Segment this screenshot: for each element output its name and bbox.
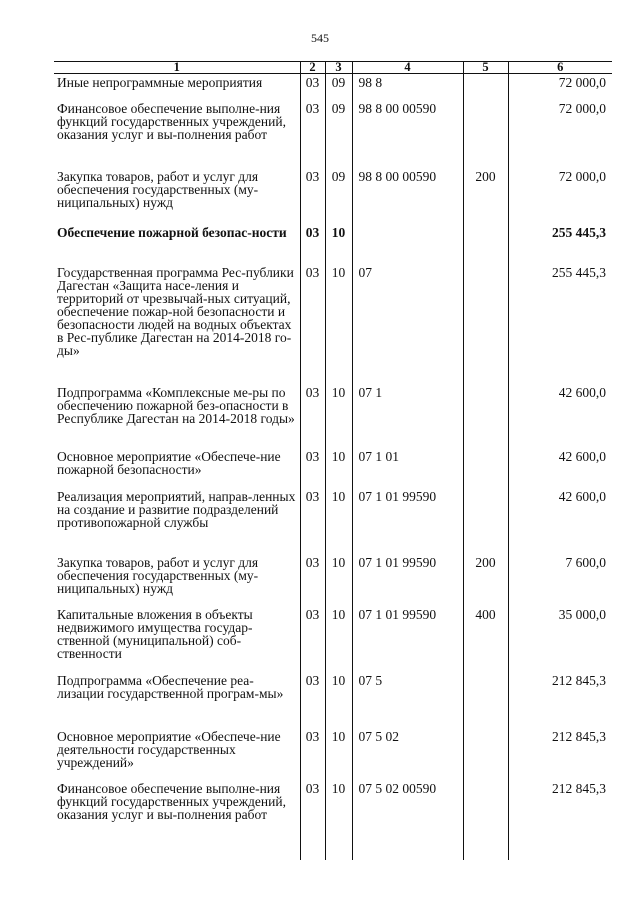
cell-section: 03 — [300, 100, 325, 168]
cell-subsection: 09 — [325, 100, 352, 168]
cell-target-article: 07 1 01 — [352, 448, 463, 488]
cell-amount: 212 845,3 — [508, 728, 612, 780]
cell-section: 03 — [300, 74, 325, 100]
cell-subsection: 10 — [325, 780, 352, 860]
cell-subsection: 10 — [325, 728, 352, 780]
table-row — [54, 554, 612, 606]
cell-section: 03 — [300, 728, 325, 780]
cell-expense-type — [463, 448, 508, 488]
col-header-5: 5 — [463, 62, 508, 74]
col-header-4: 4 — [352, 62, 463, 74]
cell-section: 03 — [300, 554, 325, 606]
table-row — [54, 74, 612, 100]
cell-expense-type — [463, 728, 508, 780]
cell-expense-type — [463, 264, 508, 384]
cell-subsection: 10 — [325, 606, 352, 672]
cell-subsection: 09 — [325, 74, 352, 100]
cell-target-article: 07 5 02 — [352, 728, 463, 780]
cell-target-article: 98 8 — [352, 74, 463, 100]
cell-name: Обеспечение пожарной безопас-ности — [57, 224, 287, 240]
cell-subsection: 10 — [325, 384, 352, 448]
cell-expense-type — [463, 100, 508, 168]
header-row — [54, 62, 612, 74]
budget-table — [54, 61, 612, 860]
table-row — [54, 264, 612, 384]
cell-target-article: 07 1 01 99590 — [352, 554, 463, 606]
cell-expense-type: 400 — [463, 606, 508, 672]
col-header-1: 1 — [54, 62, 300, 74]
cell-name: Капитальные вложения в объекты недвижимого имущества государ-ственной (муниципальной) соб-ственности — [57, 606, 253, 661]
cell-expense-type — [463, 384, 508, 448]
cell-amount: 42 600,0 — [508, 384, 612, 448]
cell-subsection: 10 — [325, 554, 352, 606]
cell-expense-type — [463, 74, 508, 100]
cell-expense-type — [463, 780, 508, 860]
cell-amount: 35 000,0 — [508, 606, 612, 672]
cell-amount: 72 000,0 — [508, 74, 612, 100]
cell-amount: 255 445,3 — [508, 224, 612, 264]
cell-section: 03 — [300, 448, 325, 488]
table-row — [54, 672, 612, 728]
cell-amount: 72 000,0 — [508, 168, 612, 224]
col-header-3: 3 — [325, 62, 352, 74]
cell-expense-type — [463, 672, 508, 728]
cell-target-article: 07 1 01 99590 — [352, 606, 463, 672]
cell-name: Финансовое обеспечение выполне-ния функций государственных учреждений, оказания услуг и вы-полнения работ — [57, 100, 286, 142]
cell-name: Подпрограмма «Комплексные ме-ры по обеспечению пожарной без-опасности в Республике Дагестан на 2014-2018 годы» — [57, 384, 295, 426]
cell-subsection: 09 — [325, 168, 352, 224]
table-row — [54, 168, 612, 224]
cell-subsection: 10 — [325, 264, 352, 384]
table-row — [54, 606, 612, 672]
cell-expense-type: 200 — [463, 554, 508, 606]
col-header-2: 2 — [300, 62, 325, 74]
cell-section: 03 — [300, 488, 325, 554]
cell-name: Реализация мероприятий, направ-ленных на создание и развитие подразделений противопожарной службы — [57, 488, 296, 530]
table-row — [54, 488, 612, 554]
table-row — [54, 780, 612, 860]
cell-amount: 255 445,3 — [508, 264, 612, 384]
cell-section: 03 — [300, 672, 325, 728]
table-row — [54, 448, 612, 488]
cell-subsection: 10 — [325, 488, 352, 554]
cell-expense-type — [463, 224, 508, 264]
table-row — [54, 100, 612, 168]
cell-target-article: 07 5 02 00590 — [352, 780, 463, 860]
cell-subsection: 10 — [325, 224, 352, 264]
table-row — [54, 728, 612, 780]
page-number: 545 — [311, 31, 329, 45]
cell-subsection: 10 — [325, 448, 352, 488]
cell-name: Иные непрограммные мероприятия — [57, 75, 263, 90]
cell-section: 03 — [300, 168, 325, 224]
cell-target-article: 07 1 — [352, 384, 463, 448]
cell-target-article: 07 — [352, 264, 463, 384]
table-row — [54, 384, 612, 448]
cell-name: Государственная программа Рес-публики Дагестан «Защита насе-ления и территорий от чрезвычай-ных ситуаций, обеспечение пожар-ной безопасности и безопасности людей на водных объектах в Рес-публике Дагестан на 2014-2018 го-ды» — [57, 264, 294, 358]
col-header-6: 6 — [508, 62, 612, 74]
cell-expense-type — [463, 488, 508, 554]
cell-amount: 212 845,3 — [508, 672, 612, 728]
table-row — [54, 224, 612, 264]
cell-target-article — [352, 224, 463, 264]
cell-expense-type: 200 — [463, 168, 508, 224]
cell-amount: 42 600,0 — [508, 448, 612, 488]
cell-target-article: 07 5 — [352, 672, 463, 728]
cell-amount: 72 000,0 — [508, 100, 612, 168]
cell-amount: 212 845,3 — [508, 780, 612, 860]
cell-name: Финансовое обеспечение выполне-ния функций государственных учреждений, оказания услуг и вы-полнения работ — [57, 780, 286, 822]
cell-target-article: 98 8 00 00590 — [352, 168, 463, 224]
cell-name: Подпрограмма «Обеспечение реа-лизации государственной програм-мы» — [57, 672, 284, 701]
cell-amount: 7 600,0 — [508, 554, 612, 606]
cell-subsection: 10 — [325, 672, 352, 728]
cell-name: Закупка товаров, работ и услуг для обеспечения государственных (му-ниципальных) нужд — [57, 168, 259, 210]
cell-section: 03 — [300, 606, 325, 672]
cell-name: Закупка товаров, работ и услуг для обеспечения государственных (му-ниципальных) нужд — [57, 554, 259, 596]
cell-section: 03 — [300, 384, 325, 448]
cell-name: Основное мероприятие «Обеспече-ние пожарной безопасности» — [57, 448, 281, 477]
cell-section: 03 — [300, 224, 325, 264]
cell-section: 03 — [300, 780, 325, 860]
cell-target-article: 98 8 00 00590 — [352, 100, 463, 168]
cell-target-article: 07 1 01 99590 — [352, 488, 463, 554]
cell-amount: 42 600,0 — [508, 488, 612, 554]
cell-name: Основное мероприятие «Обеспече-ние деятельности государственных учреждений» — [57, 728, 281, 770]
table-body — [54, 74, 612, 860]
cell-section: 03 — [300, 264, 325, 384]
